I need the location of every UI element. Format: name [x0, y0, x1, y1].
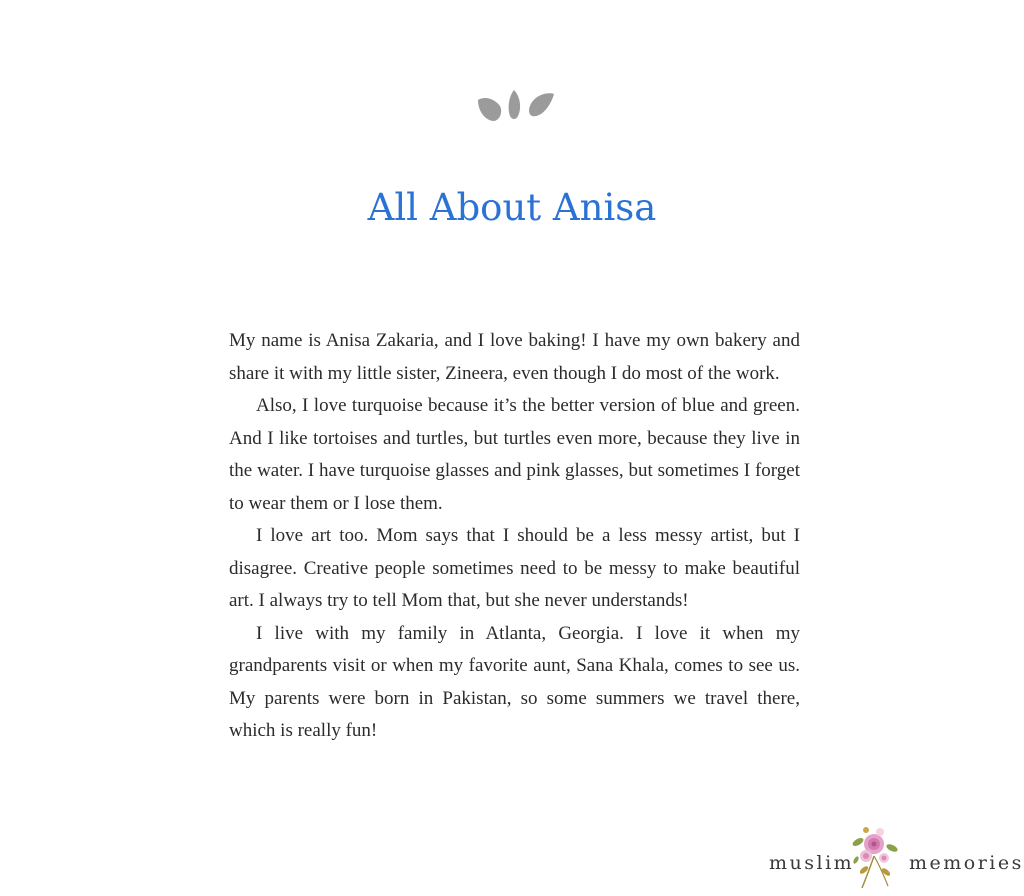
watermark-left-word: muslim	[769, 852, 855, 874]
leaf-ornament-icon	[470, 86, 560, 126]
watermark-right-word: memories	[909, 852, 1024, 874]
flower-bouquet-icon	[844, 820, 904, 890]
paragraph-4: I live with my family in Atlanta, Georgia. I love it when my grandparents visit or when my favorite aunt, Sana Khala, comes to see us. My parents were born in Pakistan, so some summers we travel there, which is really fun!	[229, 622, 800, 741]
body-text	[229, 325, 800, 748]
watermark-logo	[764, 820, 1024, 890]
chapter-title: All About Anisa	[367, 186, 657, 229]
paragraph-3: I love art too. Mom says that I should be a less messy artist, but I disagree. Creative people sometimes need to be messy to make beautiful art. I always try to tell Mom that, but she never understands!	[229, 525, 800, 611]
paragraph-2: Also, I love turquoise because it’s the better version of blue and green. And I like tortoises and turtles, but turtles even more, because they live in the water. I have turquoise glasses and pink glasses, but sometimes I forget to wear them or I lose them.	[229, 395, 800, 514]
paragraph-1: My name is Anisa Zakaria, and I love baking! I have my own bakery and share it with my little sister, Zineera, even though I do most of the work.	[229, 330, 800, 384]
